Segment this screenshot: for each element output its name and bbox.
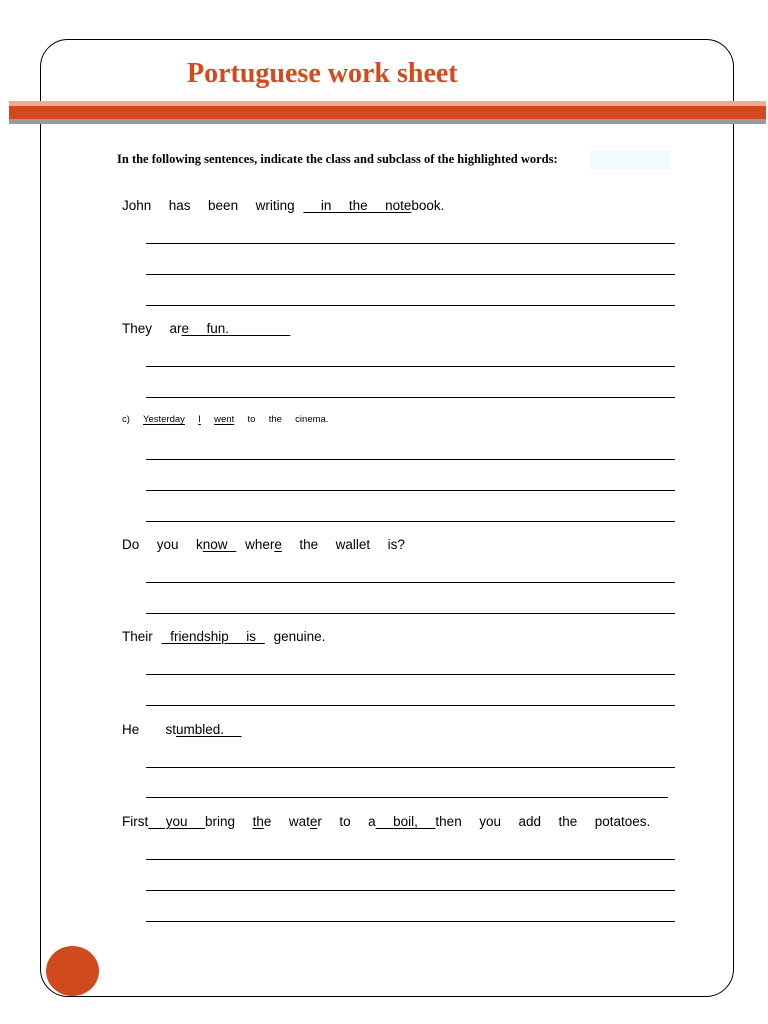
highlighted-word: in the note	[303, 198, 412, 213]
sentence-4	[122, 537, 405, 552]
answer-line[interactable]	[146, 305, 675, 306]
sentence-text: bring	[205, 814, 253, 829]
sentence-text: He st	[122, 722, 177, 737]
highlighted-word: you	[148, 814, 206, 829]
page-title: Portuguese work sheet	[187, 58, 458, 89]
highlighted-word: e	[274, 537, 282, 552]
page-frame	[40, 39, 734, 997]
answer-line[interactable]	[146, 582, 675, 583]
sentence-2	[122, 321, 290, 336]
highlighted-word: friendship is	[161, 629, 265, 644]
sentence-text: They ar	[122, 321, 182, 336]
highlighted-word: went	[214, 414, 235, 425]
sentence-text: Their	[122, 629, 162, 644]
highlighted-word: now	[202, 537, 237, 552]
sentence-text: genuine.	[264, 629, 326, 644]
answer-line[interactable]	[146, 705, 675, 706]
sentence-1	[122, 198, 444, 213]
sentence-5	[122, 629, 325, 644]
sentence-text: the wallet is?	[281, 537, 405, 552]
answer-line[interactable]	[146, 490, 675, 491]
sentence-text: then you add the potatoes.	[435, 814, 651, 829]
highlight-box	[590, 151, 670, 169]
instruction-text: In the following sentences, indicate the class and subclass of the highlighted words:	[117, 152, 558, 166]
sentence-text: John has been writing	[122, 198, 304, 213]
sentence-text: First	[122, 814, 149, 829]
sentence-text: book.	[411, 198, 445, 213]
highlighted-word: boil,	[375, 814, 436, 829]
sentence-text	[185, 414, 198, 425]
highlighted-word	[229, 321, 290, 336]
highlighted-word: th	[252, 814, 264, 829]
sentence-text: to the cinema.	[234, 414, 329, 425]
answer-line[interactable]	[146, 521, 675, 522]
answer-line[interactable]	[146, 274, 675, 275]
sentence-3	[122, 414, 328, 425]
answer-line[interactable]	[146, 797, 668, 798]
decorative-circle	[46, 946, 99, 996]
answer-line[interactable]	[146, 459, 675, 460]
sentence-text: wher	[236, 537, 275, 552]
highlighted-word: I	[198, 414, 201, 425]
highlighted-word: e	[309, 814, 318, 829]
sentence-text: Do you k	[122, 537, 203, 552]
answer-line[interactable]	[146, 767, 675, 768]
answer-line[interactable]	[146, 397, 675, 398]
answer-line[interactable]	[146, 243, 675, 244]
answer-line[interactable]	[146, 890, 675, 891]
header-band-shadow	[9, 119, 766, 124]
answer-line[interactable]	[146, 366, 675, 367]
highlighted-word: umbled.	[176, 722, 242, 737]
sentence-text: c)	[122, 414, 144, 425]
answer-line[interactable]	[146, 921, 675, 922]
sentence-text: r to a	[317, 814, 376, 829]
header-band	[9, 106, 766, 119]
highlighted-word: e fun.	[181, 321, 230, 336]
answer-line[interactable]	[146, 674, 675, 675]
sentence-7	[122, 814, 650, 829]
answer-line[interactable]	[146, 859, 675, 860]
sentence-text	[201, 414, 214, 425]
answer-line[interactable]	[146, 613, 675, 614]
highlighted-word: Yesterday	[143, 414, 185, 425]
sentence-6	[122, 722, 242, 737]
sentence-text: e wat	[263, 814, 310, 829]
